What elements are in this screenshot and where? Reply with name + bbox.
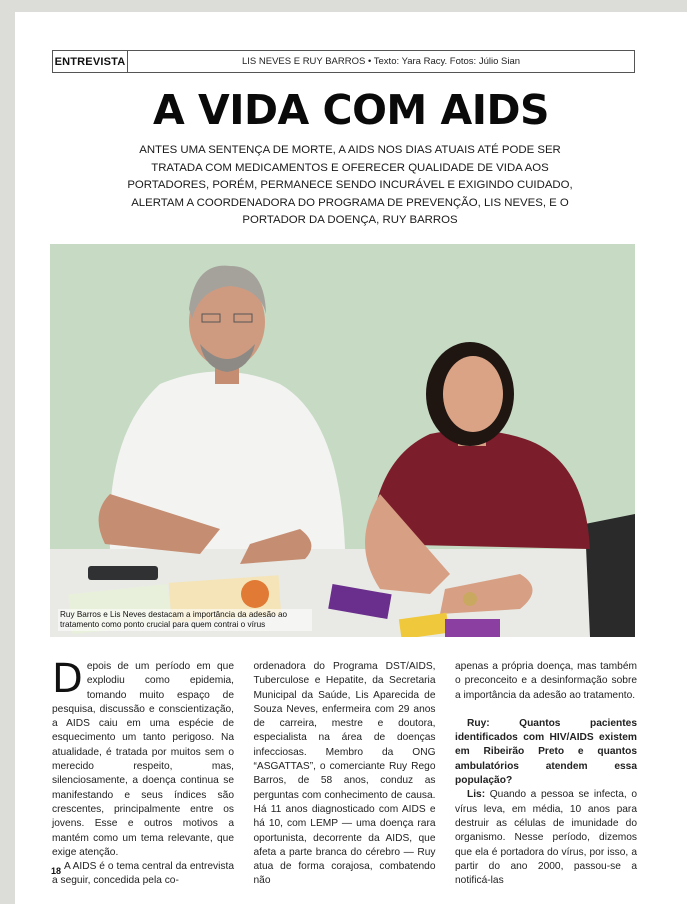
paragraph: ordenadora do Programa DST/AIDS, Tuberculose e Hepatite, da Secretaria Municipal da Saúde, Lis Aparecida de Souza Neves, enfermeira com 29 anos de carreira, mestre e doutora, especialista na área de doenças infecciosas. Membro da ONG “ASGATTAS”, o comerciante Ruy Rego Barros, de 58 anos, conduz as perguntas com conhecimento de causa. Há 11 anos diagnosticado com AIDS e há 10, com LEMP — uma doença rara oportunista, decorrente da AIDS, que afeta a parte branca do cérebro — Ruy atua de forma corajosa, combatendo não	[253, 661, 436, 887]
drop-cap: D	[52, 656, 83, 702]
column-3	[455, 660, 637, 887]
paragraph: apenas a própria doença, mas também o preconceito e a desinformação sobre a importância da adesão ao tratamento.	[455, 661, 637, 701]
interview-question: Ruy: Quantos pacientes identificados com HIV/AIDS existem em Ribeirão Preto e quantos ambulatórios atendem essa população?	[455, 717, 637, 787]
paragraph: A AIDS é o tema central da entrevista a seguir, concedida pela co-	[52, 861, 234, 887]
credits-line: LIS NEVES E RUY BARROS • Texto: Yara Racy. Fotos: Júlio Sian	[241, 56, 521, 67]
article-lede: ANTES UMA SENTENÇA DE MORTE, A AIDS NOS DIAS ATUAIS ATÉ PODE SER TRATADA COM MEDICAMENTOS E OFERECER QUALIDADE DE VIDA AOS PORTADORES, PORÉM, PERMANECE SENDO INCURÁVEL E EXIGINDO CUIDADO, ALERTAM A COORDENADORA DO PROGRAMA DE PREVENÇÃO, LIS NEVES, E O PORTADOR DA DOENÇA, RUY BARROS	[127, 144, 573, 227]
article-photo	[50, 244, 635, 637]
answer-speaker: Lis:	[467, 789, 486, 801]
column-2	[253, 660, 436, 887]
page-number: 18	[51, 866, 62, 876]
article-title: A VIDA COM AIDS	[152, 86, 550, 134]
section-label: ENTREVISTA	[53, 51, 128, 72]
interview-answer: Quando a pessoa se infecta, o vírus leva, em média, 10 anos para destruir as células de imunidade do organismo. Nesse período, dizemos que ela é portadora do vírus, por isso, a partir do ano 2000, passou-se a notificá-las	[455, 789, 637, 887]
photo-illustration	[50, 244, 635, 637]
magazine-page	[15, 12, 687, 904]
header-bar	[52, 50, 635, 73]
paragraph: epois de um período em que explodiu como epidemia, tomando muito espaço de pesquisa, discussão e conscientização, a AIDS caiu em uma espécie de esquecimento um tanto perigoso. Na atualidade, é tratada por muitos sem o merecido respeito, mas, silenciosamente, a doença continua se manifestando e seus índices são crescentes, principalmente entre os jovens. Esse e outros motivos a mantém como um tema relevante, que exige atenção.	[52, 661, 234, 858]
photo-caption: Ruy Barros e Lis Neves destacam a importância da adesão ao tratamento como ponto crucial para quem contrai o vírus	[58, 609, 312, 631]
